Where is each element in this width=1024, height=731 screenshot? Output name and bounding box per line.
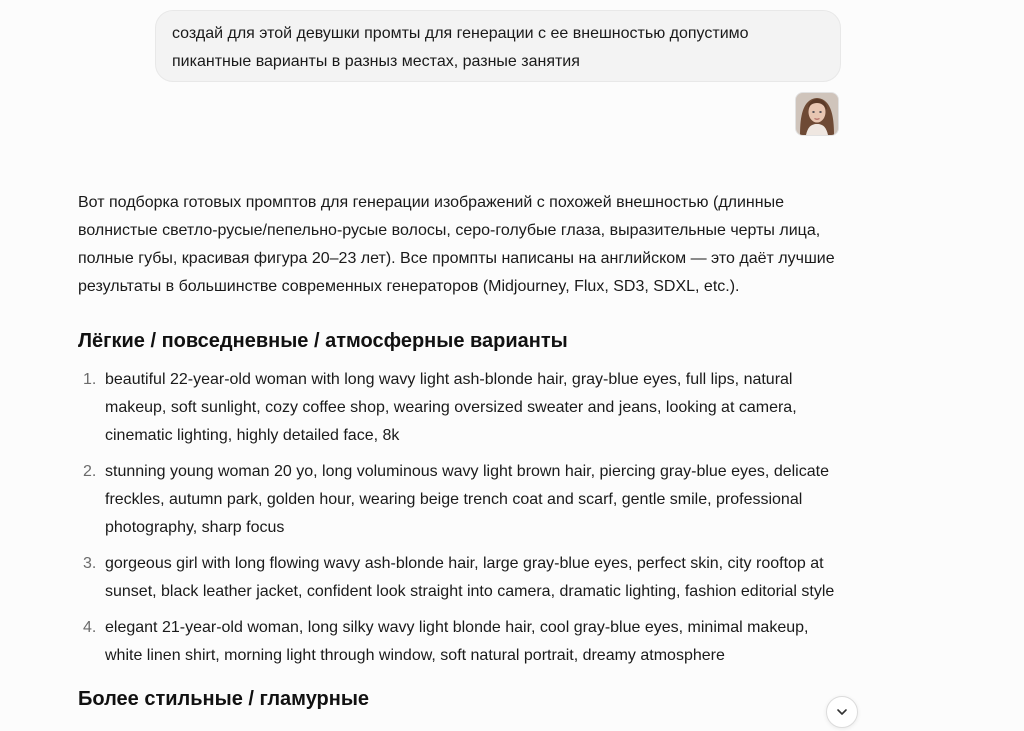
list-item-number: 2. <box>83 463 97 480</box>
user-message-bubble <box>155 10 841 82</box>
section-heading: Лёгкие / повседневные / атмосферные варианты <box>78 330 568 352</box>
scroll-to-bottom-button[interactable] <box>826 696 858 728</box>
list-item <box>78 366 848 450</box>
list-item-text: stunning young woman 20 yo, long voluminous wavy light brown hair, piercing gray-blue eyes, delicate freckles, autumn park, golden hour, wearing beige trench coat and scarf, gentle smile, professional photography, sharp focus <box>105 463 829 536</box>
list-item-text: beautiful 22-year-old woman with long wavy light ash-blonde hair, gray-blue eyes, full lips, natural makeup, soft sunlight, cozy coffee shop, wearing oversized sweater and jeans, looking at camera, cinematic lighting, highly detailed face, 8k <box>105 371 797 444</box>
response-intro: Вот подборка готовых промптов для генерации изображений с похожей внешностью (длинные волнистые светло-русые/пепельно-русые волосы, серо-голубые глаза, выразительные черты лица, полные губы, красивая фигура 20–23 лет). Все промпты написаны на английском — это даёт лучшие результаты в большинстве современных генераторов (Midjourney, Flux, SD3, SDXL, etc.). <box>78 194 835 295</box>
list-item-text: elegant 21-year-old woman, long silky wavy light blonde hair, cool gray-blue eyes, minimal makeup, white linen shirt, morning light through window, soft natural portrait, dreamy atmosphere <box>105 619 809 664</box>
list-item <box>78 458 848 542</box>
list-item <box>78 550 848 606</box>
list-item-number: 3. <box>83 555 97 572</box>
attachment-thumbnail[interactable] <box>795 92 839 136</box>
prompt-list <box>78 366 848 670</box>
user-message-text: создай для этой девушки промты для генерации с ее внешностью допустимо пикантные варианты в разныз местах, разные занятия <box>172 25 749 70</box>
list-item-text: gorgeous girl with long flowing wavy ash-blonde hair, large gray-blue eyes, perfect skin, city rooftop at sunset, black leather jacket, confident look straight into camera, dramatic lighting, fashion editorial style <box>105 555 835 600</box>
next-section-heading: Более стильные / гламурные <box>78 688 370 710</box>
list-item-number: 1. <box>83 371 97 388</box>
list-item <box>78 614 848 670</box>
list-item-number: 4. <box>83 619 97 636</box>
chevron-down-icon <box>835 705 849 719</box>
assistant-response <box>78 189 848 714</box>
photo-thumbnail-icon <box>796 93 838 135</box>
